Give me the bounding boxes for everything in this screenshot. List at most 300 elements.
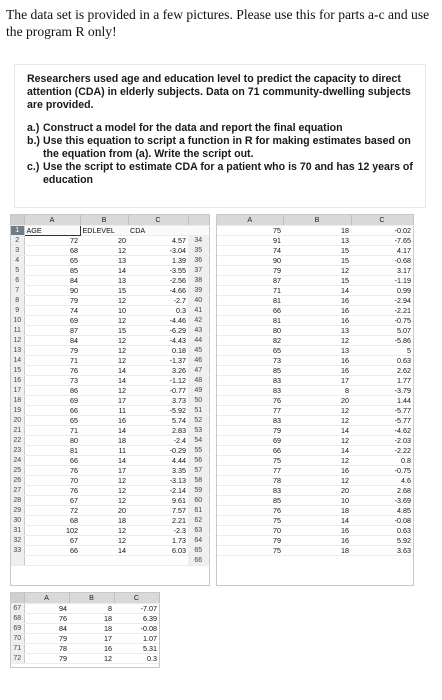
age-cell[interactable]: 65 xyxy=(24,255,80,265)
edlevel-cell[interactable]: 12 xyxy=(80,315,128,325)
cda-cell[interactable]: 1.39 xyxy=(128,255,188,265)
age-cell[interactable]: 77 xyxy=(217,405,283,415)
row-number[interactable]: 10 xyxy=(11,315,24,325)
edlevel-cell[interactable]: 12 xyxy=(80,495,128,505)
edlevel-cell[interactable]: 20 xyxy=(283,395,351,405)
edlevel-cell[interactable]: 14 xyxy=(283,515,351,525)
edlevel-cell[interactable]: 14 xyxy=(80,455,128,465)
age-cell[interactable]: 65 xyxy=(217,345,283,355)
row-number[interactable]: 48 xyxy=(188,375,209,385)
row-number[interactable]: 68 xyxy=(11,613,24,623)
edlevel-cell[interactable]: 12 xyxy=(80,355,128,365)
edlevel-cell[interactable]: 16 xyxy=(283,525,351,535)
empty-cell[interactable] xyxy=(188,225,209,235)
row-number[interactable] xyxy=(11,555,24,565)
age-cell[interactable] xyxy=(24,555,80,565)
row-number[interactable]: 40 xyxy=(188,295,209,305)
age-cell[interactable]: 65 xyxy=(24,415,80,425)
cda-cell[interactable]: -5.86 xyxy=(351,335,413,345)
age-cell[interactable]: 76 xyxy=(24,365,80,375)
age-cell[interactable]: 66 xyxy=(217,445,283,455)
row-number[interactable]: 57 xyxy=(188,465,209,475)
row-number[interactable]: 21 xyxy=(11,425,24,435)
edlevel-cell[interactable]: 14 xyxy=(283,285,351,295)
cda-cell[interactable]: 3.26 xyxy=(128,365,188,375)
row-number[interactable]: 17 xyxy=(11,385,24,395)
age-cell[interactable]: 87 xyxy=(217,275,283,285)
row-number[interactable]: 34 xyxy=(188,235,209,245)
age-cell[interactable]: 85 xyxy=(217,365,283,375)
column-letter[interactable]: A xyxy=(217,215,283,225)
edlevel-cell[interactable]: 18 xyxy=(69,623,114,633)
age-cell[interactable]: 87 xyxy=(24,325,80,335)
edlevel-cell[interactable]: 15 xyxy=(283,255,351,265)
row-number[interactable]: 52 xyxy=(188,415,209,425)
edlevel-cell[interactable]: 12 xyxy=(283,335,351,345)
cda-cell[interactable]: -0.29 xyxy=(128,445,188,455)
edlevel-cell[interactable]: 17 xyxy=(80,395,128,405)
cda-cell[interactable]: 3.35 xyxy=(128,465,188,475)
cda-cell[interactable]: -2.22 xyxy=(351,445,413,455)
row-number[interactable]: 14 xyxy=(11,355,24,365)
edlevel-cell[interactable]: 16 xyxy=(283,295,351,305)
age-cell[interactable]: 78 xyxy=(24,643,69,653)
age-cell[interactable]: 67 xyxy=(24,535,80,545)
cda-cell[interactable]: -0.75 xyxy=(351,315,413,325)
age-cell[interactable]: 84 xyxy=(24,335,80,345)
row-number[interactable]: 42 xyxy=(188,315,209,325)
cda-cell[interactable]: 5 xyxy=(351,345,413,355)
column-letter[interactable]: B xyxy=(69,593,114,603)
edlevel-cell[interactable]: 12 xyxy=(80,525,128,535)
row-number[interactable]: 50 xyxy=(188,395,209,405)
age-cell[interactable]: 76 xyxy=(24,485,80,495)
row-number[interactable]: 65 xyxy=(188,545,209,555)
edlevel-cell[interactable]: 16 xyxy=(283,315,351,325)
age-cell[interactable]: 82 xyxy=(217,335,283,345)
edlevel-cell[interactable]: 12 xyxy=(80,335,128,345)
row-number[interactable]: 70 xyxy=(11,633,24,643)
row-number[interactable]: 23 xyxy=(11,445,24,455)
age-cell[interactable]: 86 xyxy=(24,385,80,395)
row-number[interactable]: 13 xyxy=(11,345,24,355)
age-cell[interactable]: 69 xyxy=(24,315,80,325)
age-cell[interactable]: 76 xyxy=(217,505,283,515)
cda-cell[interactable]: -5.92 xyxy=(128,405,188,415)
row-number[interactable]: 58 xyxy=(188,475,209,485)
age-cell[interactable]: 76 xyxy=(217,395,283,405)
age-cell[interactable]: 83 xyxy=(217,485,283,495)
row-number[interactable]: 20 xyxy=(11,415,24,425)
row-number[interactable]: 56 xyxy=(188,455,209,465)
cda-cell[interactable]: -2.94 xyxy=(351,295,413,305)
edlevel-cell[interactable]: 18 xyxy=(283,545,351,555)
age-cell[interactable]: 75 xyxy=(217,545,283,555)
row-number[interactable]: 36 xyxy=(188,255,209,265)
cda-cell[interactable]: 6.03 xyxy=(128,545,188,555)
row-number[interactable]: 32 xyxy=(11,535,24,545)
cda-cell[interactable]: -4.43 xyxy=(128,335,188,345)
edlevel-cell[interactable]: 12 xyxy=(80,475,128,485)
edlevel-cell[interactable]: 12 xyxy=(69,653,114,663)
edlevel-cell[interactable]: 12 xyxy=(80,345,128,355)
cda-cell[interactable]: 3.73 xyxy=(128,395,188,405)
cda-cell[interactable]: -1.37 xyxy=(128,355,188,365)
row-number[interactable]: 4 xyxy=(11,255,24,265)
row-number[interactable]: 59 xyxy=(188,485,209,495)
age-cell[interactable]: 79 xyxy=(217,425,283,435)
age-cell[interactable]: 85 xyxy=(24,265,80,275)
cda-cell[interactable]: 4.44 xyxy=(128,455,188,465)
age-cell[interactable]: 81 xyxy=(24,445,80,455)
cda-cell[interactable]: 4.85 xyxy=(351,505,413,515)
row-number[interactable]: 45 xyxy=(188,345,209,355)
row-number[interactable]: 69 xyxy=(11,623,24,633)
edlevel-cell[interactable]: 11 xyxy=(80,405,128,415)
row-number[interactable]: 64 xyxy=(188,535,209,545)
row-number[interactable]: 62 xyxy=(188,515,209,525)
age-cell[interactable]: 70 xyxy=(217,525,283,535)
row-number[interactable]: 5 xyxy=(11,265,24,275)
cda-cell[interactable]: -2.14 xyxy=(128,485,188,495)
cda-cell[interactable]: -3.55 xyxy=(128,265,188,275)
cda-cell[interactable]: 0.99 xyxy=(351,285,413,295)
edlevel-cell[interactable] xyxy=(80,555,128,565)
age-cell[interactable]: 84 xyxy=(24,623,69,633)
cda-cell[interactable]: -2.03 xyxy=(351,435,413,445)
cda-cell[interactable]: 4.57 xyxy=(128,235,188,245)
age-cell[interactable]: 90 xyxy=(24,285,80,295)
age-cell[interactable]: 67 xyxy=(24,495,80,505)
age-cell[interactable]: 68 xyxy=(24,515,80,525)
edlevel-cell[interactable]: 13 xyxy=(283,235,351,245)
cda-cell[interactable]: -1.12 xyxy=(128,375,188,385)
row-number[interactable]: 1 xyxy=(11,225,24,235)
edlevel-cell[interactable]: 15 xyxy=(80,285,128,295)
cda-cell[interactable]: -3.04 xyxy=(128,245,188,255)
age-cell[interactable]: 72 xyxy=(24,235,80,245)
row-number[interactable]: 27 xyxy=(11,485,24,495)
edlevel-cell[interactable]: 8 xyxy=(69,603,114,613)
row-number[interactable]: 11 xyxy=(11,325,24,335)
row-number[interactable]: 31 xyxy=(11,525,24,535)
cda-cell[interactable]: 4.6 xyxy=(351,475,413,485)
age-cell[interactable]: 73 xyxy=(24,375,80,385)
cda-cell[interactable]: 1.07 xyxy=(114,633,159,643)
cda-cell[interactable]: 7.57 xyxy=(128,505,188,515)
age-cell[interactable]: 76 xyxy=(24,465,80,475)
age-cell[interactable]: 84 xyxy=(24,275,80,285)
edlevel-cell[interactable]: 12 xyxy=(80,535,128,545)
age-cell[interactable]: 83 xyxy=(217,385,283,395)
age-cell[interactable]: 81 xyxy=(217,315,283,325)
row-number[interactable]: 55 xyxy=(188,445,209,455)
cda-cell[interactable]: -2.4 xyxy=(128,435,188,445)
cda-cell[interactable]: -0.68 xyxy=(351,255,413,265)
age-cell[interactable]: 91 xyxy=(217,235,283,245)
age-cell[interactable]: 74 xyxy=(24,305,80,315)
edlevel-cell[interactable]: 12 xyxy=(80,295,128,305)
age-cell[interactable]: 69 xyxy=(24,395,80,405)
row-number[interactable]: 3 xyxy=(11,245,24,255)
edlevel-cell[interactable]: 18 xyxy=(69,613,114,623)
row-number[interactable]: 43 xyxy=(188,325,209,335)
age-cell[interactable]: 83 xyxy=(217,375,283,385)
edlevel-cell[interactable]: 20 xyxy=(283,485,351,495)
row-number[interactable]: 19 xyxy=(11,405,24,415)
cda-cell[interactable]: 5.07 xyxy=(351,325,413,335)
edlevel-cell[interactable]: 15 xyxy=(80,325,128,335)
row-number[interactable]: 61 xyxy=(188,505,209,515)
header-cell-cda[interactable]: CDA xyxy=(128,225,188,235)
row-number[interactable]: 63 xyxy=(188,525,209,535)
edlevel-cell[interactable]: 12 xyxy=(283,435,351,445)
row-number[interactable]: 8 xyxy=(11,295,24,305)
edlevel-cell[interactable]: 14 xyxy=(283,445,351,455)
edlevel-cell[interactable]: 10 xyxy=(80,305,128,315)
age-cell[interactable]: 75 xyxy=(217,455,283,465)
column-letter[interactable] xyxy=(188,215,209,225)
edlevel-cell[interactable]: 16 xyxy=(69,643,114,653)
cda-cell[interactable]: 0.63 xyxy=(351,525,413,535)
age-cell[interactable]: 85 xyxy=(217,495,283,505)
row-number[interactable]: 29 xyxy=(11,505,24,515)
row-number[interactable]: 18 xyxy=(11,395,24,405)
row-number[interactable]: 41 xyxy=(188,305,209,315)
age-cell[interactable]: 79 xyxy=(24,633,69,643)
header-cell-edlevel[interactable]: EDLEVEL xyxy=(80,225,128,235)
age-cell[interactable]: 66 xyxy=(24,455,80,465)
age-cell[interactable]: 94 xyxy=(24,603,69,613)
age-cell[interactable]: 79 xyxy=(24,295,80,305)
age-cell[interactable]: 66 xyxy=(24,405,80,415)
cda-cell[interactable]: -4.46 xyxy=(128,315,188,325)
age-cell[interactable]: 79 xyxy=(217,265,283,275)
column-letter[interactable]: C xyxy=(351,215,413,225)
row-number[interactable]: 72 xyxy=(11,653,24,663)
cda-cell[interactable]: 5.74 xyxy=(128,415,188,425)
age-cell[interactable]: 77 xyxy=(217,465,283,475)
age-cell[interactable]: 66 xyxy=(217,305,283,315)
age-cell[interactable]: 73 xyxy=(217,355,283,365)
age-cell[interactable]: 102 xyxy=(24,525,80,535)
row-number[interactable]: 2 xyxy=(11,235,24,245)
cda-cell[interactable]: 2.83 xyxy=(128,425,188,435)
corner-cell[interactable] xyxy=(11,215,24,225)
cda-cell[interactable]: -3.13 xyxy=(128,475,188,485)
cda-cell[interactable]: -6.29 xyxy=(128,325,188,335)
edlevel-cell[interactable]: 16 xyxy=(80,415,128,425)
row-number[interactable]: 7 xyxy=(11,285,24,295)
cda-cell[interactable]: -1.19 xyxy=(351,275,413,285)
row-number[interactable]: 38 xyxy=(188,275,209,285)
age-cell[interactable]: 78 xyxy=(217,475,283,485)
edlevel-cell[interactable]: 16 xyxy=(283,535,351,545)
cda-cell[interactable]: 0.18 xyxy=(128,345,188,355)
cda-cell[interactable]: -2.21 xyxy=(351,305,413,315)
row-number[interactable]: 28 xyxy=(11,495,24,505)
edlevel-cell[interactable]: 14 xyxy=(80,425,128,435)
row-number[interactable]: 67 xyxy=(11,603,24,613)
cda-cell[interactable]: -0.77 xyxy=(128,385,188,395)
cda-cell[interactable]: 2.68 xyxy=(351,485,413,495)
row-number[interactable]: 15 xyxy=(11,365,24,375)
cda-cell[interactable]: -5.77 xyxy=(351,415,413,425)
row-number[interactable]: 49 xyxy=(188,385,209,395)
row-number[interactable]: 12 xyxy=(11,335,24,345)
edlevel-cell[interactable]: 12 xyxy=(283,265,351,275)
edlevel-cell[interactable]: 14 xyxy=(80,265,128,275)
edlevel-cell[interactable]: 14 xyxy=(80,375,128,385)
age-cell[interactable]: 90 xyxy=(217,255,283,265)
cda-cell[interactable]: 0.63 xyxy=(351,355,413,365)
column-letter[interactable]: B xyxy=(283,215,351,225)
cda-cell[interactable]: 1.77 xyxy=(351,375,413,385)
edlevel-cell[interactable]: 20 xyxy=(80,505,128,515)
edlevel-cell[interactable]: 17 xyxy=(80,465,128,475)
edlevel-cell[interactable]: 12 xyxy=(283,415,351,425)
edlevel-cell[interactable]: 12 xyxy=(80,245,128,255)
cda-cell[interactable]: -2.7 xyxy=(128,295,188,305)
cda-cell[interactable]: -5.77 xyxy=(351,405,413,415)
edlevel-cell[interactable]: 12 xyxy=(80,485,128,495)
edlevel-cell[interactable]: 17 xyxy=(283,375,351,385)
edlevel-cell[interactable]: 16 xyxy=(283,355,351,365)
cda-cell[interactable]: -4.66 xyxy=(128,285,188,295)
age-cell[interactable]: 79 xyxy=(24,345,80,355)
edlevel-cell[interactable]: 12 xyxy=(80,385,128,395)
edlevel-cell[interactable]: 14 xyxy=(283,425,351,435)
row-number[interactable]: 30 xyxy=(11,515,24,525)
edlevel-cell[interactable]: 13 xyxy=(80,255,128,265)
age-cell[interactable]: 80 xyxy=(217,325,283,335)
age-cell[interactable]: 83 xyxy=(217,415,283,425)
age-cell[interactable]: 79 xyxy=(24,653,69,663)
edlevel-cell[interactable]: 13 xyxy=(283,325,351,335)
cda-cell[interactable]: -0.02 xyxy=(351,225,413,235)
edlevel-cell[interactable]: 14 xyxy=(80,365,128,375)
row-number[interactable]: 66 xyxy=(188,555,209,565)
cda-cell[interactable]: 0.3 xyxy=(128,305,188,315)
cda-cell[interactable]: 6.39 xyxy=(114,613,159,623)
age-cell[interactable]: 71 xyxy=(24,355,80,365)
edlevel-cell[interactable]: 16 xyxy=(283,465,351,475)
cda-cell[interactable]: -3.79 xyxy=(351,385,413,395)
edlevel-cell[interactable]: 18 xyxy=(80,515,128,525)
cda-cell[interactable]: 2.62 xyxy=(351,365,413,375)
edlevel-cell[interactable]: 13 xyxy=(283,345,351,355)
age-cell[interactable]: 75 xyxy=(217,225,283,235)
age-cell[interactable]: 75 xyxy=(217,515,283,525)
column-letter[interactable]: C xyxy=(128,215,188,225)
cda-cell[interactable]: 3.17 xyxy=(351,265,413,275)
row-number[interactable]: 71 xyxy=(11,643,24,653)
cda-cell[interactable]: -3.69 xyxy=(351,495,413,505)
cda-cell[interactable]: 5.31 xyxy=(114,643,159,653)
edlevel-cell[interactable]: 13 xyxy=(80,275,128,285)
edlevel-cell[interactable]: 11 xyxy=(80,445,128,455)
cda-cell[interactable]: -2.56 xyxy=(128,275,188,285)
row-number[interactable]: 51 xyxy=(188,405,209,415)
age-cell[interactable]: 70 xyxy=(24,475,80,485)
edlevel-cell[interactable]: 18 xyxy=(283,505,351,515)
edlevel-cell[interactable]: 18 xyxy=(80,435,128,445)
row-number[interactable]: 22 xyxy=(11,435,24,445)
edlevel-cell[interactable]: 17 xyxy=(69,633,114,643)
age-cell[interactable]: 71 xyxy=(24,425,80,435)
column-letter[interactable]: B xyxy=(80,215,128,225)
cda-cell[interactable]: -0.08 xyxy=(351,515,413,525)
age-cell[interactable]: 71 xyxy=(217,285,283,295)
row-number[interactable]: 24 xyxy=(11,455,24,465)
age-cell[interactable]: 68 xyxy=(24,245,80,255)
age-cell[interactable]: 69 xyxy=(217,435,283,445)
cda-cell[interactable]: 0.8 xyxy=(351,455,413,465)
row-number[interactable]: 26 xyxy=(11,475,24,485)
edlevel-cell[interactable]: 16 xyxy=(283,365,351,375)
age-cell[interactable]: 76 xyxy=(24,613,69,623)
row-number[interactable]: 6 xyxy=(11,275,24,285)
edlevel-cell[interactable]: 15 xyxy=(283,275,351,285)
cda-cell[interactable]: -2.3 xyxy=(128,525,188,535)
edlevel-cell[interactable]: 16 xyxy=(283,305,351,315)
row-number[interactable]: 46 xyxy=(188,355,209,365)
edlevel-cell[interactable]: 10 xyxy=(283,495,351,505)
row-number[interactable]: 33 xyxy=(11,545,24,555)
edlevel-cell[interactable]: 15 xyxy=(283,245,351,255)
row-number[interactable]: 16 xyxy=(11,375,24,385)
edlevel-cell[interactable]: 12 xyxy=(283,455,351,465)
row-number[interactable]: 39 xyxy=(188,285,209,295)
edlevel-cell[interactable]: 18 xyxy=(283,225,351,235)
row-number[interactable]: 60 xyxy=(188,495,209,505)
age-cell[interactable]: 74 xyxy=(217,245,283,255)
cda-cell[interactable]: -0.08 xyxy=(114,623,159,633)
cda-cell[interactable]: -7.65 xyxy=(351,235,413,245)
header-cell-age[interactable]: AGE xyxy=(24,225,80,235)
cda-cell[interactable]: -7.07 xyxy=(114,603,159,613)
row-number[interactable]: 25 xyxy=(11,465,24,475)
cda-cell[interactable]: -0.75 xyxy=(351,465,413,475)
row-number[interactable]: 47 xyxy=(188,365,209,375)
cda-cell[interactable] xyxy=(128,555,188,565)
cda-cell[interactable]: 4.17 xyxy=(351,245,413,255)
edlevel-cell[interactable]: 20 xyxy=(80,235,128,245)
edlevel-cell[interactable]: 8 xyxy=(283,385,351,395)
cda-cell[interactable]: 5.92 xyxy=(351,535,413,545)
row-number[interactable]: 44 xyxy=(188,335,209,345)
column-letter[interactable]: C xyxy=(114,593,159,603)
cda-cell[interactable]: 1.73 xyxy=(128,535,188,545)
age-cell[interactable]: 81 xyxy=(217,295,283,305)
cda-cell[interactable]: -4.62 xyxy=(351,425,413,435)
age-cell[interactable]: 79 xyxy=(217,535,283,545)
age-cell[interactable]: 80 xyxy=(24,435,80,445)
cda-cell[interactable]: 2.21 xyxy=(128,515,188,525)
cda-cell[interactable]: 3.63 xyxy=(351,545,413,555)
row-number[interactable]: 9 xyxy=(11,305,24,315)
column-letter[interactable]: A xyxy=(24,215,80,225)
edlevel-cell[interactable]: 12 xyxy=(283,475,351,485)
cda-cell[interactable]: 0.3 xyxy=(114,653,159,663)
row-number[interactable]: 54 xyxy=(188,435,209,445)
row-number[interactable]: 35 xyxy=(188,245,209,255)
row-number[interactable]: 53 xyxy=(188,425,209,435)
cda-cell[interactable]: 9.61 xyxy=(128,495,188,505)
cda-cell[interactable]: 1.44 xyxy=(351,395,413,405)
corner-cell[interactable] xyxy=(11,593,24,603)
edlevel-cell[interactable]: 14 xyxy=(80,545,128,555)
